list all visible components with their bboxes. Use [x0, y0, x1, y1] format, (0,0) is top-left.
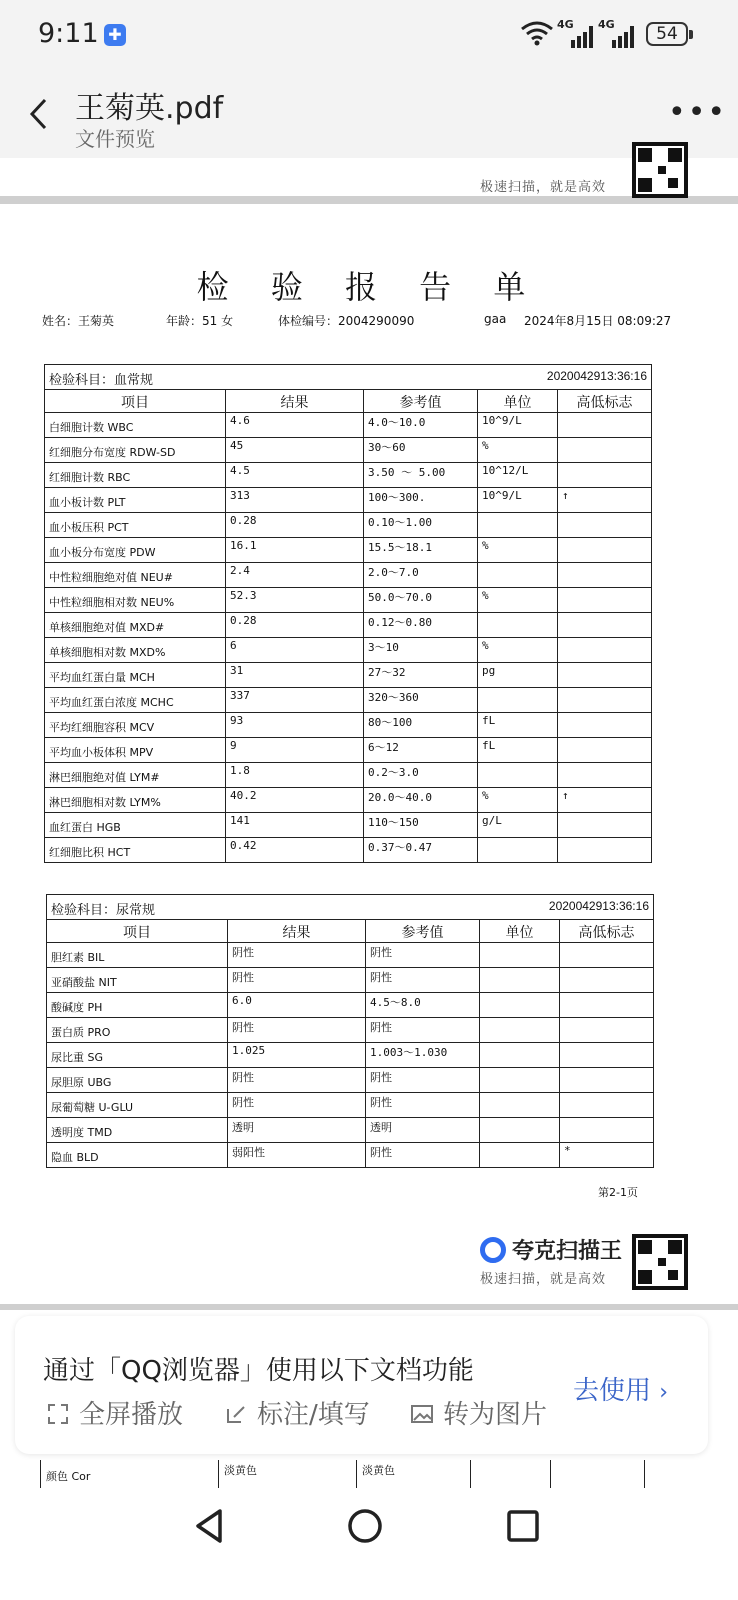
item-name: 亚硝酸盐 NIT [47, 968, 228, 993]
column-header: 高低标志 [560, 920, 654, 943]
reference-range: 4.0～10.0 [364, 413, 478, 438]
result-value: 40.2 [226, 788, 364, 813]
unit: 10^12/L [478, 463, 558, 488]
item-name: 红细胞计数 RBC [45, 463, 226, 488]
result-value: 6.0 [228, 993, 366, 1018]
flag: ↑ [558, 488, 652, 513]
status-bar [0, 0, 738, 68]
reference-range: 50.0～70.0 [364, 588, 478, 613]
table-row [45, 463, 652, 488]
item-name: 血小板压积 PCT [45, 513, 226, 538]
table-row [47, 1018, 654, 1043]
cellular-signal-icon: 4G [557, 18, 601, 48]
unit: % [478, 638, 558, 663]
fullscreen-play-option[interactable]: 全屏播放 [47, 1394, 183, 1431]
unit [480, 1093, 560, 1118]
clock: 9:11 [38, 18, 99, 49]
nav-back-icon[interactable] [190, 1506, 230, 1546]
item-name: 透明度 TMD [47, 1118, 228, 1143]
patient-info [42, 312, 682, 328]
column-header: 单位 [480, 920, 560, 943]
flag [560, 1118, 654, 1143]
item-name: 胆红素 BIL [47, 943, 228, 968]
reference-range: 320～360 [364, 688, 478, 713]
table-row [47, 1043, 654, 1068]
section-caption: 检验科目：血常规 2020042913:36:16 [45, 365, 652, 390]
table-row [45, 638, 652, 663]
reference-range: 2.0～7.0 [364, 563, 478, 588]
table-row [45, 838, 652, 863]
reference-range: 110～150 [364, 813, 478, 838]
system-navigation-bar [0, 1488, 738, 1600]
reference-range: 4.5～8.0 [366, 993, 480, 1018]
result-value: 阴性 [228, 1068, 366, 1093]
qq-browser-banner[interactable] [15, 1316, 708, 1454]
reference-range: 3.50 ～ 5.00 [364, 463, 478, 488]
item-name: 平均血红蛋白浓度 MCHC [45, 688, 226, 713]
reference-range: 15.5～18.1 [364, 538, 478, 563]
table-row [45, 663, 652, 688]
flag [560, 1068, 654, 1093]
unit: 10^9/L [478, 488, 558, 513]
result-value: 45 [226, 438, 364, 463]
unit: pg [478, 663, 558, 688]
flag [558, 638, 652, 663]
report-datetime: 2024年8月15日 08:09:27 [524, 314, 672, 328]
convert-to-image-option[interactable]: 转为图片 [411, 1394, 547, 1431]
table-row [47, 1118, 654, 1143]
flag [558, 463, 652, 488]
table-row [45, 763, 652, 788]
reference-range: 阴性 [366, 1018, 480, 1043]
flag [558, 563, 652, 588]
flag [558, 613, 652, 638]
flag [560, 943, 654, 968]
flag [558, 438, 652, 463]
patient-age: 年龄：51 女 [166, 314, 234, 328]
qr-code-icon [632, 142, 688, 198]
table-cell: 淡黄色 [362, 1464, 395, 1477]
result-value: 1.025 [228, 1043, 366, 1068]
unit: % [478, 438, 558, 463]
flag [558, 763, 652, 788]
table-row [45, 788, 652, 813]
qr-code-icon [632, 1234, 688, 1290]
table-row [45, 413, 652, 438]
result-value: 阴性 [228, 968, 366, 993]
flag [560, 1043, 654, 1068]
quark-logo-icon [480, 1237, 506, 1263]
result-value: 0.28 [226, 613, 364, 638]
watermark-brand: 夸克扫描王 [480, 1234, 622, 1265]
next-page-fragment [40, 1460, 646, 1490]
reference-range: 0.10～1.00 [364, 513, 478, 538]
table-row [45, 538, 652, 563]
annotate-fill-option[interactable]: 标注/填写 [225, 1394, 370, 1431]
column-header: 结果 [226, 390, 364, 413]
item-name: 中性粒细胞绝对值 NEU# [45, 563, 226, 588]
flag [558, 513, 652, 538]
unit [480, 1143, 560, 1168]
unit [478, 513, 558, 538]
item-name: 淋巴细胞相对数 LYM% [45, 788, 226, 813]
reference-range: 6～12 [364, 738, 478, 763]
flag [558, 838, 652, 863]
unit [480, 1068, 560, 1093]
result-value: 4.6 [226, 413, 364, 438]
unit [480, 1018, 560, 1043]
result-value: 阴性 [228, 1018, 366, 1043]
table-row [45, 738, 652, 763]
reference-range: 100～300. [364, 488, 478, 513]
report-title: 检 验 报 告 单 [196, 268, 542, 306]
item-name: 尿胆原 UBG [47, 1068, 228, 1093]
item-name: 中性粒细胞相对数 NEU% [45, 588, 226, 613]
unit: g/L [478, 813, 558, 838]
battery-icon: 54 [646, 22, 688, 46]
item-name: 淋巴细胞绝对值 LYM# [45, 763, 226, 788]
result-value: 阴性 [228, 1093, 366, 1118]
unit [480, 1043, 560, 1068]
item-name: 酸碱度 PH [47, 993, 228, 1018]
table-row [45, 813, 652, 838]
flag [558, 738, 652, 763]
operator-code: gaa [484, 312, 507, 326]
item-name: 平均血红蛋白量 MCH [45, 663, 226, 688]
unit [478, 688, 558, 713]
flag [558, 663, 652, 688]
table-row [47, 993, 654, 1018]
scanner-watermark [480, 142, 680, 198]
nav-home-icon[interactable] [345, 1506, 385, 1546]
item-name: 血小板分布宽度 PDW [45, 538, 226, 563]
item-name: 隐血 BLD [47, 1143, 228, 1168]
file-title: 王菊英.pdf [75, 91, 224, 126]
result-value: 141 [226, 813, 364, 838]
flag: * [560, 1143, 654, 1168]
use-now-button[interactable]: 去使用 › [573, 1376, 669, 1406]
unit: fL [478, 738, 558, 763]
result-value: 16.1 [226, 538, 364, 563]
unit: % [478, 588, 558, 613]
result-value: 6 [226, 638, 364, 663]
column-header: 项目 [47, 920, 228, 943]
flag [558, 588, 652, 613]
result-value: 透明 [228, 1118, 366, 1143]
reference-range: 27～32 [364, 663, 478, 688]
unit [478, 838, 558, 863]
reference-range: 1.003～1.030 [366, 1043, 480, 1068]
unit: % [478, 538, 558, 563]
flag [558, 713, 652, 738]
reference-range: 阴性 [366, 1143, 480, 1168]
section-timestamp: 2020042913:36:16 [546, 369, 647, 383]
result-value: 弱阳性 [228, 1143, 366, 1168]
item-name: 红细胞比积 HCT [45, 838, 226, 863]
exam-number: 体检编号：2004290090 [278, 314, 415, 328]
reference-range: 3～10 [364, 638, 478, 663]
result-value: 2.4 [226, 563, 364, 588]
table-row [47, 943, 654, 968]
item-name: 血小板计数 PLT [45, 488, 226, 513]
unit: fL [478, 713, 558, 738]
table-row [45, 438, 652, 463]
flag: ↑ [558, 788, 652, 813]
flag [558, 688, 652, 713]
urine-routine-table [46, 894, 654, 1168]
unit [478, 613, 558, 638]
reference-range: 30～60 [364, 438, 478, 463]
reference-range: 80～100 [364, 713, 478, 738]
result-value: 337 [226, 688, 364, 713]
item-name: 平均红细胞容积 MCV [45, 713, 226, 738]
flag [560, 1093, 654, 1118]
cellular-signal-icon-2: 4G [598, 18, 642, 48]
flag [560, 993, 654, 1018]
banner-title: 通过「QQ浏览器」使用以下文档功能 [43, 1356, 474, 1386]
unit [480, 968, 560, 993]
result-value: 4.5 [226, 463, 364, 488]
column-header: 项目 [45, 390, 226, 413]
unit [480, 1118, 560, 1143]
item-name: 蛋白质 PRO [47, 1018, 228, 1043]
flag [558, 813, 652, 838]
reference-range: 0.37～0.47 [364, 838, 478, 863]
table-row [45, 488, 652, 513]
flag [560, 1018, 654, 1043]
reference-range: 0.12～0.80 [364, 613, 478, 638]
table-cell: 颜色 Cor [46, 1470, 91, 1483]
unit [480, 943, 560, 968]
result-value: 313 [226, 488, 364, 513]
result-value: 1.8 [226, 763, 364, 788]
scanner-watermark [480, 1234, 680, 1290]
item-name: 尿葡萄糖 U-GLU [47, 1093, 228, 1118]
reference-range: 阴性 [366, 943, 480, 968]
column-header: 结果 [228, 920, 366, 943]
column-header: 参考值 [364, 390, 478, 413]
table-row [45, 688, 652, 713]
item-name: 红细胞分布宽度 RDW-SD [45, 438, 226, 463]
back-arrow-icon[interactable] [25, 96, 55, 132]
result-value: 52.3 [226, 588, 364, 613]
reference-range: 0.2～3.0 [364, 763, 478, 788]
reference-range: 阴性 [366, 1068, 480, 1093]
flag [558, 413, 652, 438]
table-row [47, 1068, 654, 1093]
result-value: 0.42 [226, 838, 364, 863]
unit: % [478, 788, 558, 813]
column-header: 单位 [478, 390, 558, 413]
table-row [45, 563, 652, 588]
table-row [47, 1093, 654, 1118]
nav-recents-icon[interactable] [505, 1508, 541, 1544]
table-row [45, 613, 652, 638]
result-value: 31 [226, 663, 364, 688]
more-options-icon[interactable]: ••• [668, 95, 728, 130]
result-value: 93 [226, 713, 364, 738]
table-row [45, 713, 652, 738]
reference-range: 20.0～40.0 [364, 788, 478, 813]
reference-range: 阴性 [366, 1093, 480, 1118]
app-notification-icon: ✚ [104, 24, 126, 46]
page-number: 第2-1页 [598, 1186, 638, 1199]
result-value: 阴性 [228, 943, 366, 968]
section-timestamp: 2020042913:36:16 [548, 899, 649, 913]
table-row [47, 968, 654, 993]
patient-name: 姓名：王菊英 [42, 314, 115, 328]
watermark-slogan: 极速扫描，就是高效 [480, 180, 607, 195]
fullscreen-icon [47, 1403, 69, 1425]
column-header: 参考值 [366, 920, 480, 943]
unit [478, 563, 558, 588]
unit: 10^9/L [478, 413, 558, 438]
item-name: 平均血小板体积 MPV [45, 738, 226, 763]
wifi-icon [520, 20, 554, 46]
section-caption: 检验科目：尿常规 2020042913:36:16 [47, 895, 654, 920]
reference-range: 透明 [366, 1118, 480, 1143]
pdf-page [0, 204, 738, 1304]
table-row [45, 588, 652, 613]
image-icon [411, 1403, 433, 1425]
item-name: 单核细胞绝对值 MXD# [45, 613, 226, 638]
table-row [47, 1143, 654, 1168]
unit [480, 993, 560, 1018]
item-name: 单核细胞相对数 MXD% [45, 638, 226, 663]
table-row [45, 513, 652, 538]
unit [478, 763, 558, 788]
reference-range: 阴性 [366, 968, 480, 993]
item-name: 白细胞计数 WBC [45, 413, 226, 438]
flag [560, 968, 654, 993]
blood-routine-table [44, 364, 652, 863]
edit-icon [225, 1403, 247, 1425]
watermark-slogan: 极速扫描，就是高效 [480, 1272, 607, 1287]
pdf-page-previous [0, 158, 738, 196]
item-name: 血红蛋白 HGB [45, 813, 226, 838]
result-value: 0.28 [226, 513, 364, 538]
item-name: 尿比重 SG [47, 1043, 228, 1068]
file-subtitle: 文件预览 [75, 127, 155, 151]
table-cell: 淡黄色 [224, 1464, 257, 1477]
column-header: 高低标志 [558, 390, 652, 413]
chevron-right-icon: › [659, 1380, 669, 1405]
flag [558, 538, 652, 563]
result-value: 9 [226, 738, 364, 763]
